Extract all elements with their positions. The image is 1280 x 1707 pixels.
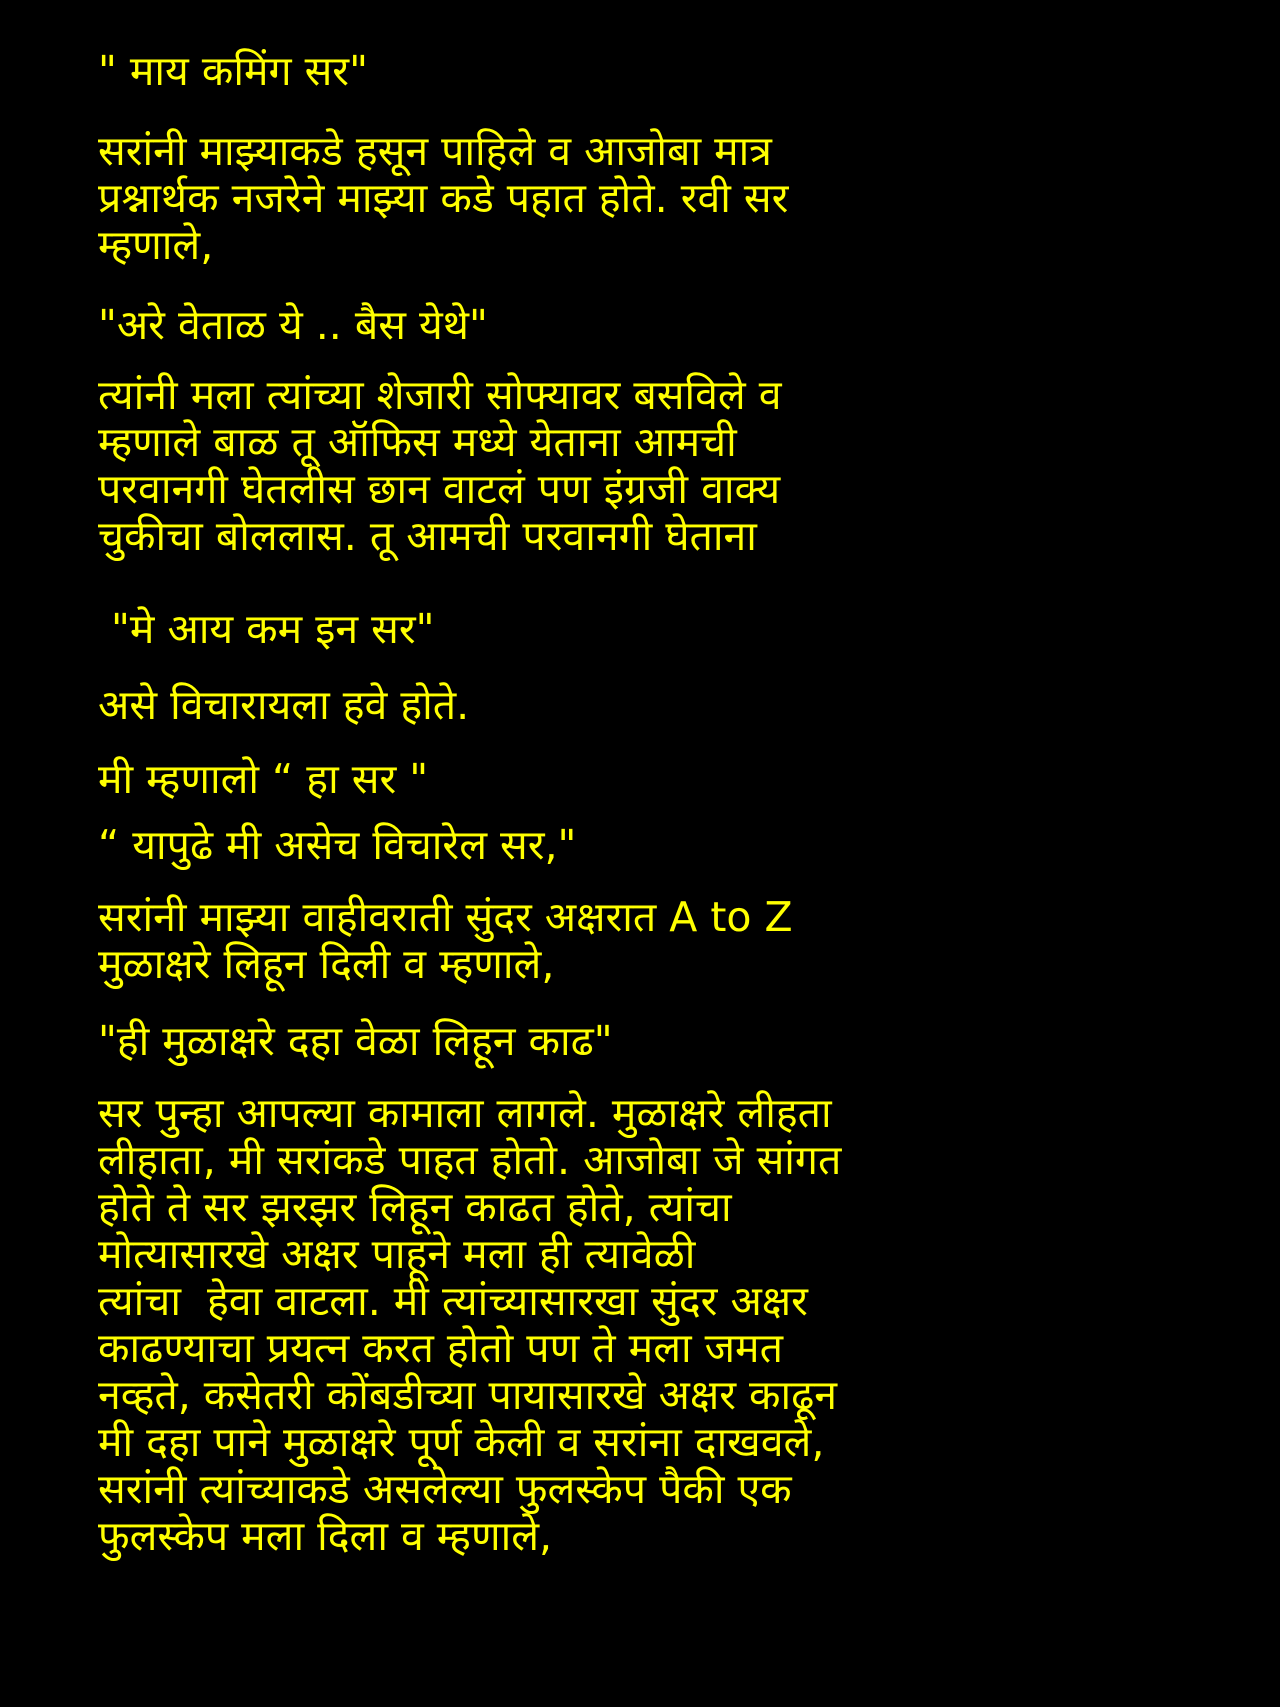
paragraph-9: सरांनी माझ्या वाहीवराती सुंदर अक्षरात A to Z मुळाक्षरे लिहून दिली व म्हणाले, xyxy=(98,893,793,988)
paragraph-1: " माय कमिंग सर" xyxy=(98,47,368,95)
paragraph-3: "अरे वेताळ ये .. बैस येथे" xyxy=(98,301,488,349)
paragraph-5: "मे आय कम इन सर" xyxy=(98,605,435,653)
paragraph-4: त्यांनी मला त्यांच्या शेजारी सोफ्यावर बसविले व म्हणाले बाळ तू ऑफिस मध्ये येताना आमची परवानगी घेतलीस छान वाटलं पण इंग्रजी वाक्य चुकीचा बोललास. तू आमची परवानगी घेताना xyxy=(98,371,782,560)
paragraph-6: असे विचारायला हवे होते. xyxy=(98,681,470,729)
paragraph-11: सर पुन्हा आपल्या कामाला लागले. मुळाक्षरे लीहता लीहाता, मी सरांकडे पाहत होतो. आजोबा जे सांगत होते ते सर झरझर लिहून काढत होते, त्यांचा मोत्यासारखे अक्षर पाहूने मला ही त्यावेळी त्यांचा हेवा वाटला. मी त्यांच्यासारखा सुंदर अक्षर काढण्याचा प्रयत्न करत होतो पण ते मला जमत नव्हते, कसेतरी कोंबडीच्या पायासारखे अक्षर काढून मी दहा पाने मुळाक्षरे पूर्ण केली व सरांना दाखवले, सरांनी त्यांच्याकडे असलेल्या फुलस्केप पैकी एक फुलस्केप मला दिला व म्हणाले, xyxy=(98,1089,842,1560)
paragraph-10: "ही मुळाक्षरे दहा वेळा लिहून काढ" xyxy=(98,1017,613,1065)
paragraph-7: मी म्हणालो “ हा सर " xyxy=(98,755,429,803)
paragraph-8: “ यापुढे मी असेच विचारेल सर," xyxy=(98,821,577,869)
paragraph-2: सरांनी माझ्याकडे हसून पाहिले व आजोबा मात्र प्रश्नार्थक नजरेने माझ्या कडे पहात होते. रवी सर म्हणाले, xyxy=(98,127,789,269)
